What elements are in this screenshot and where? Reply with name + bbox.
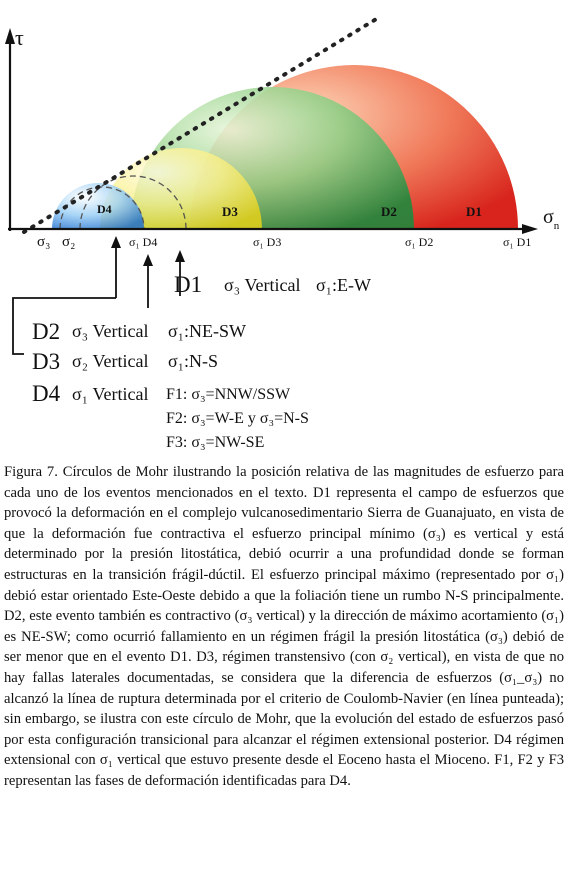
event-d1-name: D1 bbox=[174, 272, 203, 297]
event-d4-phase-f3: F3: σ₃=NW-SE bbox=[166, 434, 265, 451]
sigma-axis-label: $\sigma_n$ bbox=[543, 206, 560, 232]
event-d3-sigma1: σ₁:N-S bbox=[168, 351, 218, 371]
event-d3-vertical: σ₂ Vertical bbox=[72, 351, 149, 371]
tick-sigma1-d3: σ₁ D3 bbox=[253, 235, 282, 249]
arrow-d3 bbox=[111, 236, 121, 248]
event-d4-name: D4 bbox=[32, 381, 61, 406]
event-d1-vertical: σ₃ Vertical bbox=[224, 275, 301, 295]
figure-caption: Figura 7. Círculos de Mohr ilustrando la posición relativa de las magnitudes de esfuerzo para cada uno de los eventos mencionados en el texto. D1 representa el campo de esfuerzos que provocó la deformación en el complejo vulcanosedimentario Sierra de Guanajuato, en vista de que la deformación fue contractiva el esfuerzo principal mínimo (σ₃) es vertical y está determinado por la presión litostática, debió ocurrir a una profundidad donde se forman estructuras en la transición frágil-dúctil. El esfuerzo principal máximo (representado por σ₁) debió estar orientado Este-Oeste debido a que la foliación tiene un rumbo N-S principalmente. D2, este evento también es contractivo (σ₃ vertical) y la dirección de máximo acortamiento (σ₁) es NE-SW; como ocurrió fallamiento en un régimen frágil la presión litostática (σ₃) debió de ser menor que en el evento D1. D3, régimen transtensivo (con σ₂ vertical), en vista de que no hay fallas laterales documentadas, se considera que la diferencia de esfuerzos (σ₁_σ₃) no alcanzó la línea de ruptura determinada por el criterio de Coulomb-Navier (en línea punteada); sin embargo, se ilustra con este círculo de Mohr, que la evolución del estado de esfuerzos pasó por esta configuración transicional para alcanzar el régimen extensional posterior. D4 régimen extensional con σ₁ vertical que estuvo presente desde el Eoceno hasta el Mioceno. F1, F2 y F3 representan las fases de deformación identificadas para D4. bbox=[4, 464, 564, 789]
circle-label-d4: D4 bbox=[97, 202, 112, 216]
event-d1-sigma1: σ₁:E-W bbox=[316, 275, 371, 295]
tau-axis-arrow bbox=[5, 28, 15, 44]
event-d4-phase-f2: F2: σ₃=W-E y σ₃=N-S bbox=[166, 410, 309, 427]
event-d2-vertical: σ₃ Vertical bbox=[72, 321, 149, 341]
tick-sigma1-d2: σ₁ D2 bbox=[405, 235, 434, 249]
circle-label-d1: D1 bbox=[466, 204, 482, 219]
tick-sigma1-d4: σ₁ D4 bbox=[129, 235, 158, 249]
sigma-axis-arrow bbox=[522, 224, 538, 234]
tau-axis-label: τ bbox=[15, 25, 24, 50]
event-d4-vertical: σ₁ Vertical bbox=[72, 384, 149, 404]
event-d3-name: D3 bbox=[32, 349, 61, 374]
tick-sigma2: σ₂ bbox=[62, 234, 76, 250]
event-d4-phase-f1: F1: σ₃=NNW/SSW bbox=[166, 386, 291, 403]
arrow-d1 bbox=[175, 250, 185, 262]
circle-label-d2: D2 bbox=[381, 204, 397, 219]
event-d2-name: D2 bbox=[32, 319, 61, 344]
arrow-d2 bbox=[143, 254, 153, 266]
tick-sigma1-d1: σ₁ D1 bbox=[503, 235, 532, 249]
tick-sigma3: σ₃ bbox=[37, 234, 51, 250]
event-d2-sigma1: σ₁:NE-SW bbox=[168, 321, 246, 341]
circle-label-d3: D3 bbox=[222, 204, 238, 219]
